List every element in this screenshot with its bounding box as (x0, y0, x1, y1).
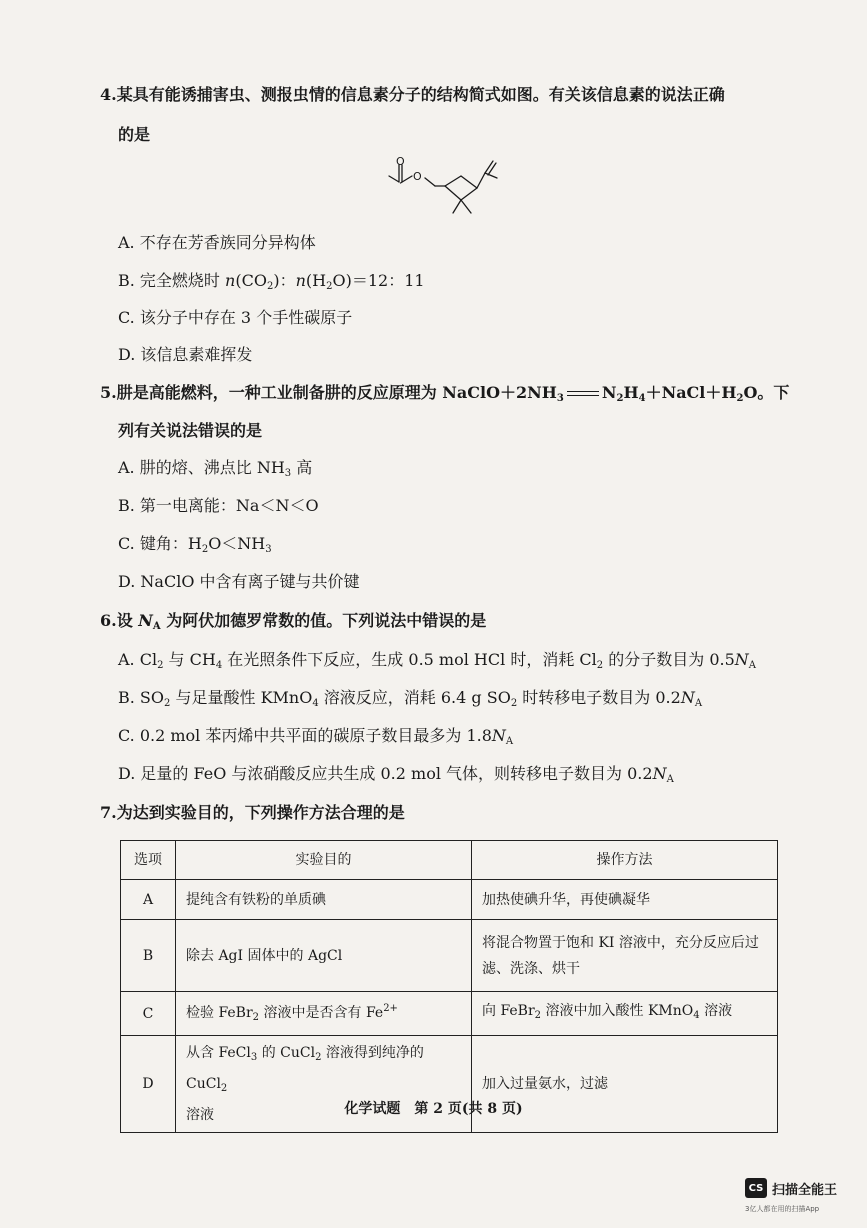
equals-sign (567, 389, 599, 399)
q4-option-d: D. 该信息素难挥发 (118, 345, 253, 364)
row-c-option: C (121, 992, 176, 1036)
scanner-app-name: 扫描全能王 (772, 1182, 838, 1198)
row-d-purpose: 从含 FeCl$_3$ 的 CuCl$_2$ 溶液得到纯净的 CuCl$_2$ 溶液 (176, 1036, 472, 1133)
experiment-table (120, 840, 778, 1133)
q5-option-a: A. 肼的熔、沸点比 $NH_3$ 高 (118, 458, 313, 479)
svg-text:O: O (396, 156, 405, 168)
q7-stem: 7.为达到实验目的，下列操作方法合理的是 (100, 803, 405, 822)
q5-option-c: C. 键角：$H_2O<NH_3$ (118, 534, 272, 555)
q5-stem-line1: 5.肼是高能燃料，一种工业制备肼的反应原理为 $NaClO+2NH_3$ $N_2H_4+NaCl+H_2O$。下 (100, 383, 790, 404)
q4-option-b: B. 完全燃烧时 $n(CO_2)$：$n(H_2O)=12$：11 (118, 271, 425, 292)
scanner-tagline: 3亿人都在用的扫描App (745, 1205, 820, 1213)
q6-option-c: C. 0.2 mol 苯丙烯中共平面的碳原子数目最多为 $1.8N_A$ (118, 726, 514, 747)
svg-text:O: O (413, 170, 422, 183)
table-row (121, 920, 778, 992)
row-b-method: 将混合物置于饱和 KI 溶液中，充分反应后过 滤、洗涤、烘干 (472, 920, 778, 992)
q6-option-b: B. $SO_2$ 与足量酸性 KMnO$_4$ 溶液反应，消耗 6.4 g $SO_2$ 时转移电子数目为 $0.2N_A$ (118, 688, 703, 709)
q5-option-d: D. NaClO 中含有离子键与共价键 (118, 572, 360, 591)
row-a-method: 加热使碘升华，再使碘凝华 (472, 880, 778, 920)
row-b-purpose: 除去 AgI 固体中的 AgCl (176, 920, 472, 992)
q5-stem-line2: 列有关说法错误的是 (118, 421, 263, 440)
row-d-option: D (121, 1036, 176, 1133)
q5-option-b: B. 第一电离能：Na＜N＜O (118, 496, 319, 515)
q4-option-c: C. 该分子中存在 3 个手性碳原子 (118, 308, 353, 327)
q4-option-a: A. 不存在芳香族同分异构体 (118, 233, 316, 252)
scanner-logo-icon: CS (745, 1178, 767, 1198)
row-b-option: B (121, 920, 176, 992)
table-header-row (121, 841, 778, 880)
q6-option-d: D. 足量的 FeO 与浓硝酸反应共生成 0.2 mol 气体，则转移电子数目为 $0.2N_A$ (118, 764, 674, 785)
page-footer: 化学试题 第 2 页(共 8 页) (344, 1101, 523, 1117)
header-option: 选项 (121, 841, 176, 880)
q6-stem: 6.设 $N_A$ 为阿伏加德罗常数的值。下列说法中错误的是 (100, 611, 487, 632)
row-a-option: A (121, 880, 176, 920)
header-method: 操作方法 (472, 841, 778, 880)
header-purpose: 实验目的 (176, 841, 472, 880)
table-row (121, 992, 778, 1036)
row-d-method: 加入过量氨水，过滤 (472, 1036, 778, 1133)
table-row (121, 880, 778, 920)
row-a-purpose: 提纯含有铁粉的单质碘 (176, 880, 472, 920)
row-c-purpose: 检验 FeBr$_2$ 溶液中是否含有 $Fe^{2+}$ (176, 992, 472, 1036)
scanner-watermark (745, 1178, 837, 1198)
row-c-method: 向 FeBr$_2$ 溶液中加入酸性 KMnO$_4$ 溶液 (472, 992, 778, 1036)
q4-stem-line1: 4.某具有能诱捕害虫、测报虫情的信息素分子的结构简式如图。有关该信息素的说法正确 (100, 85, 725, 104)
q4-stem-line2: 的是 (118, 125, 151, 144)
pheromone-structure-diagram (385, 156, 505, 218)
q6-option-a: A. $Cl_2$ 与 $CH_4$ 在光照条件下反应，生成 0.5 mol HCl 时，消耗 $Cl_2$ 的分子数目为 $0.5N_A$ (118, 650, 757, 671)
